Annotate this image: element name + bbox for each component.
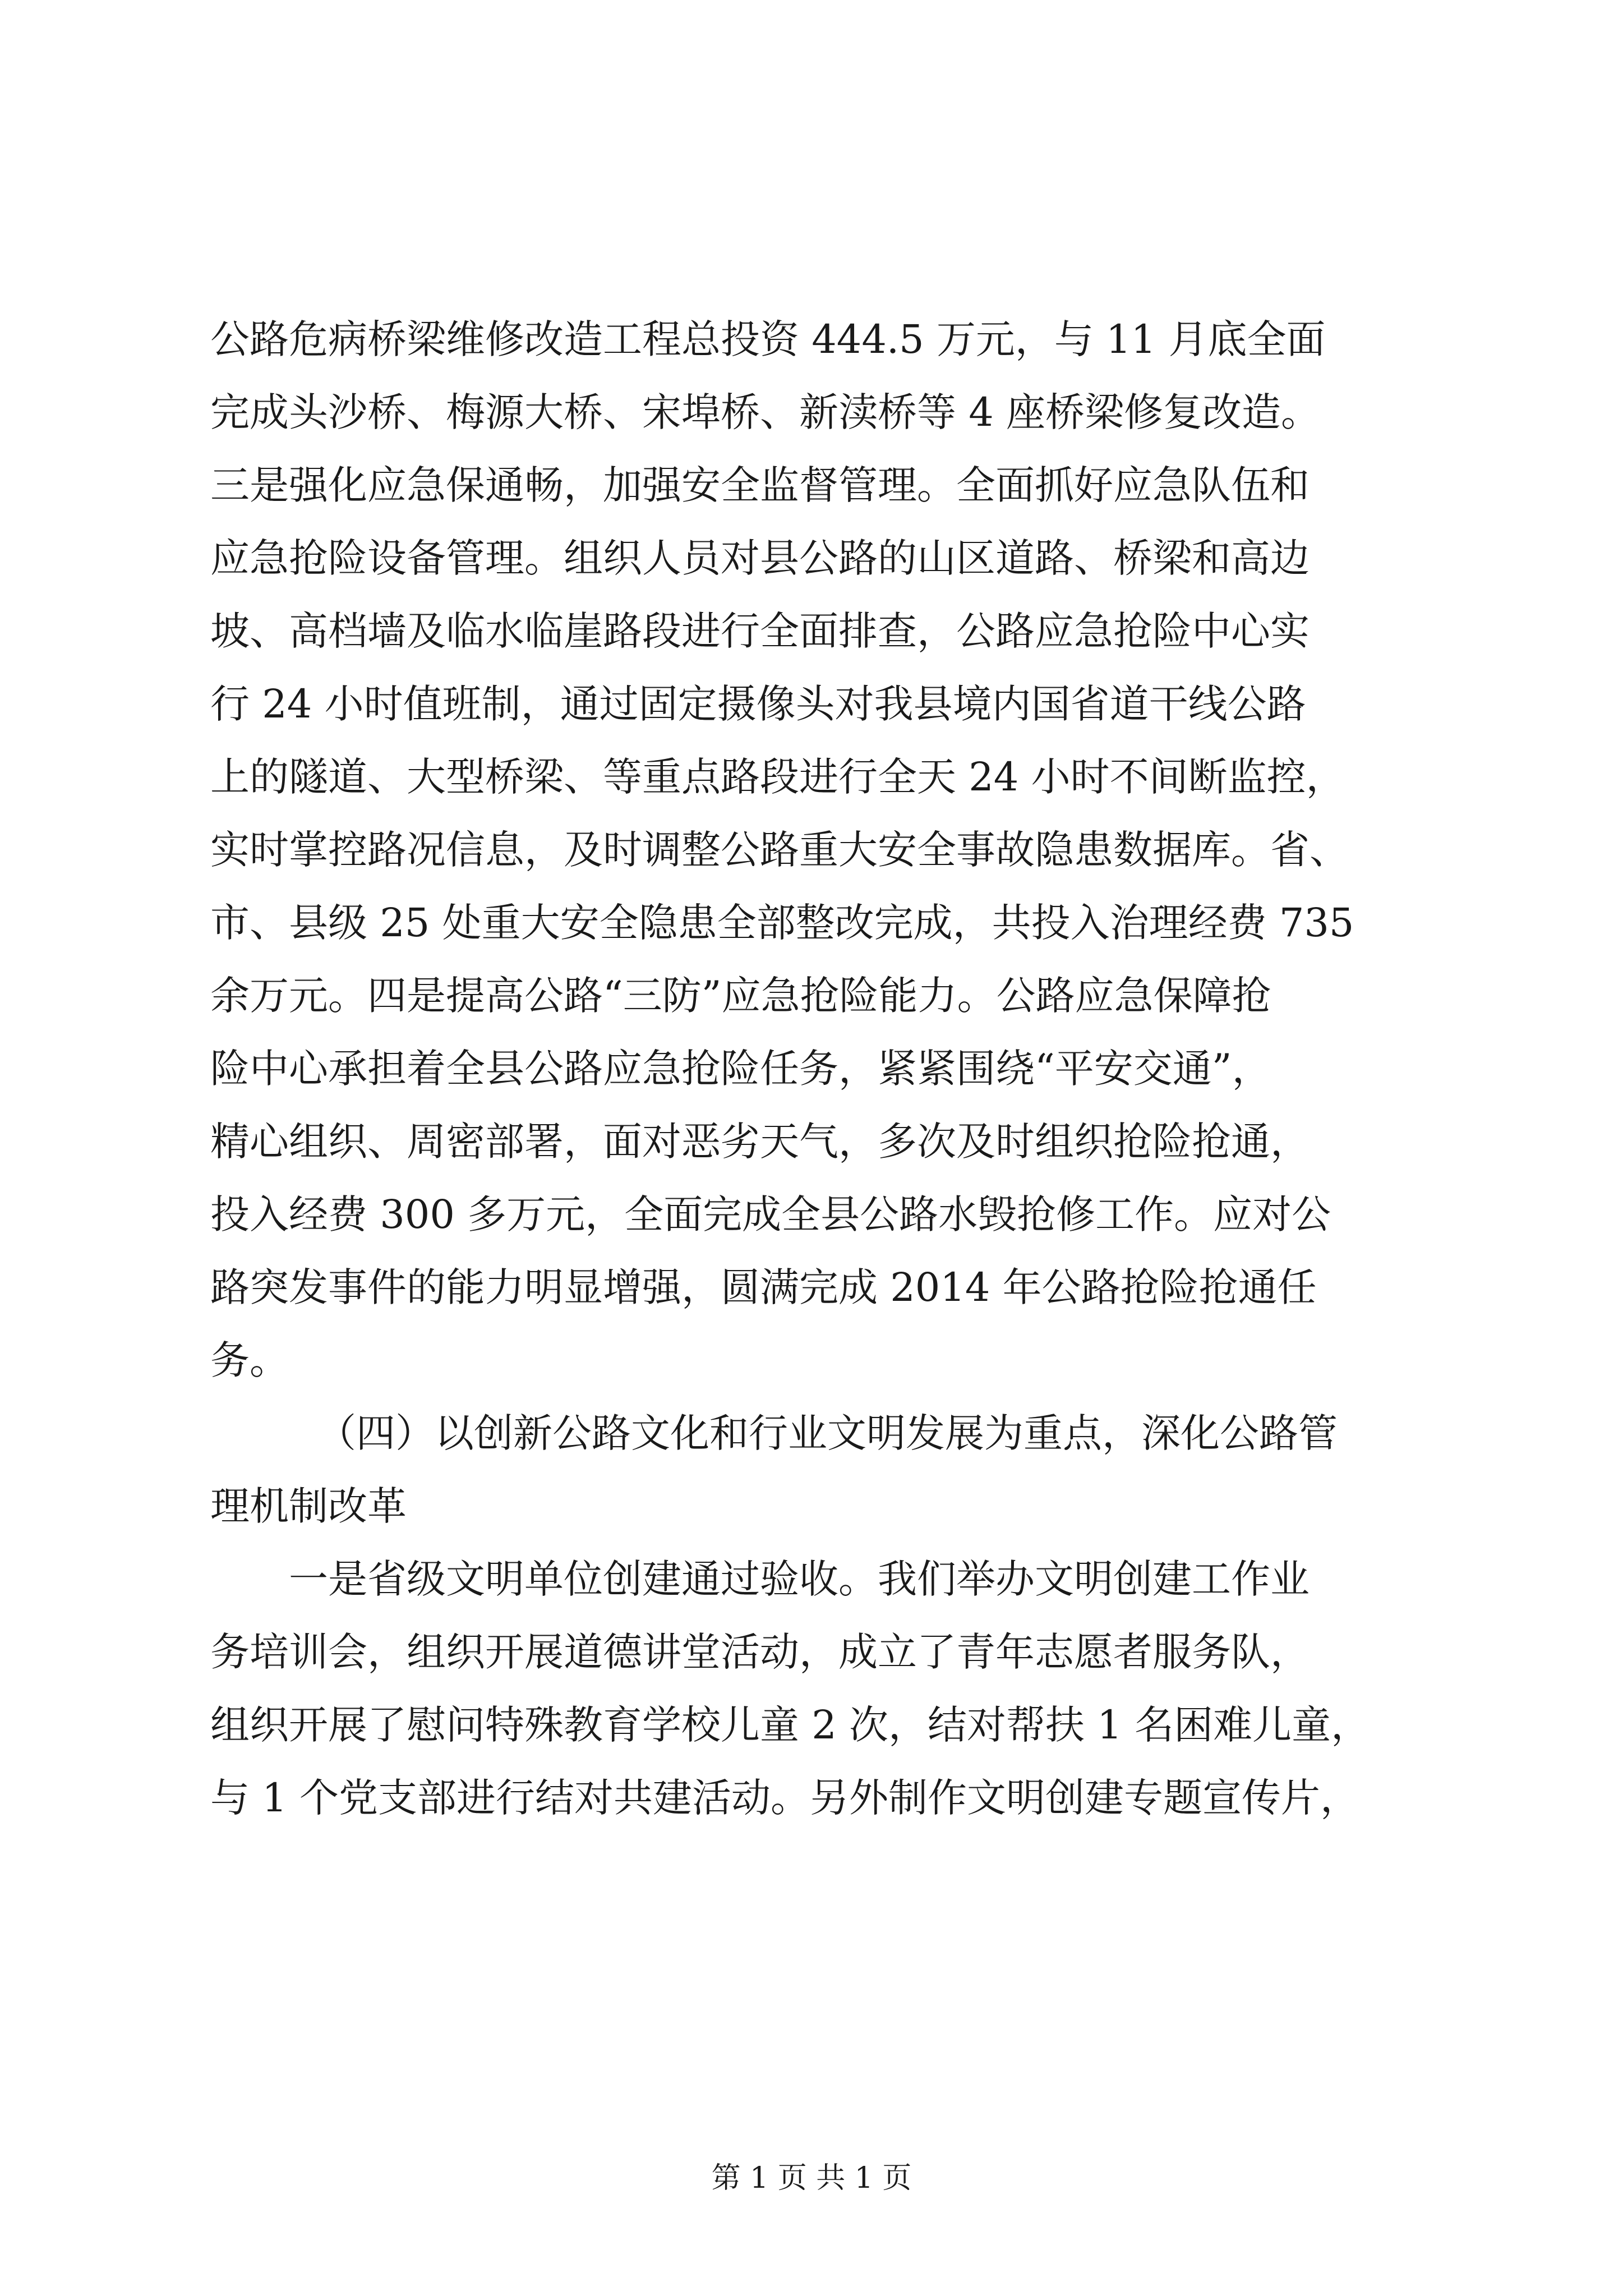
text-line: 一是省级文明单位创建通过验收。我们举办文明创建工作业 [289,1556,1310,1602]
text-line: 实时掌控路况信息，及时调整公路重大安全事故隐患数据库。省、 [210,827,1349,873]
page-number-footer: 第 1 页 共 1 页 [711,2161,912,2195]
text-line: 投入经费 300 多万元，全面完成全县公路水毁抢修工作。应对公 [210,1191,1331,1237]
heading-line: （四）以创新公路文化和行业文明发展为重点，深化公路管 [317,1410,1338,1456]
text-line: 坡、高档墙及临水临崖路段进行全面排查，公路应急抢险中心实 [210,608,1310,654]
heading-line: 理机制改革 [210,1483,407,1529]
text-line: 市、县级 25 处重大安全隐患全部整改完成，共投入治理经费 735 [210,900,1354,946]
text-line: 完成头沙桥、梅源大桥、宋埠桥、新渎桥等 4 座桥梁修复改造。 [210,389,1321,435]
text-line: 路突发事件的能力明显增强，圆满完成 2014 年公路抢险抢通任 [210,1264,1317,1310]
text-line: 公路危病桥梁维修改造工程总投资 444.5 万元，与 11 月底全面 [210,316,1326,362]
text-line: 务培训会，组织开展道德讲堂活动，成立了青年志愿者服务队， [210,1629,1310,1675]
text-line: 余万元。四是提高公路“三防”应急抢险能力。公路应急保障抢 [210,973,1271,1019]
text-line: 精心组织、周密部署，面对恶劣天气，多次及时组织抢险抢通， [210,1119,1310,1165]
document-body [210,303,1416,1834]
text-line: 与 1 个党支部进行结对共建活动。另外制作文明创建专题宣传片， [210,1775,1360,1821]
text-line: 上的隧道、大型桥梁、等重点路段进行全天 24 小时不间断监控， [210,754,1345,800]
paragraph-1 [210,303,1416,1397]
paragraph-2 [210,1543,1416,1834]
text-line: 务。 [210,1337,289,1383]
text-line: 三是强化应急保通畅，加强安全监督管理。全面抓好应急队伍和 [210,462,1310,508]
text-line: 应急抢险设备管理。组织人员对县公路的山区道路、桥梁和高边 [210,535,1310,581]
section-heading [210,1397,1416,1543]
text-line: 险中心承担着全县公路应急抢险任务，紧紧围绕“平安交通”， [210,1046,1271,1092]
text-line: 行 24 小时值班制，通过固定摄像头对我县境内国省道干线公路 [210,681,1306,727]
text-line: 组织开展了慰问特殊教育学校儿童 2 次，结对帮扶 1 名困难儿童， [210,1702,1371,1748]
